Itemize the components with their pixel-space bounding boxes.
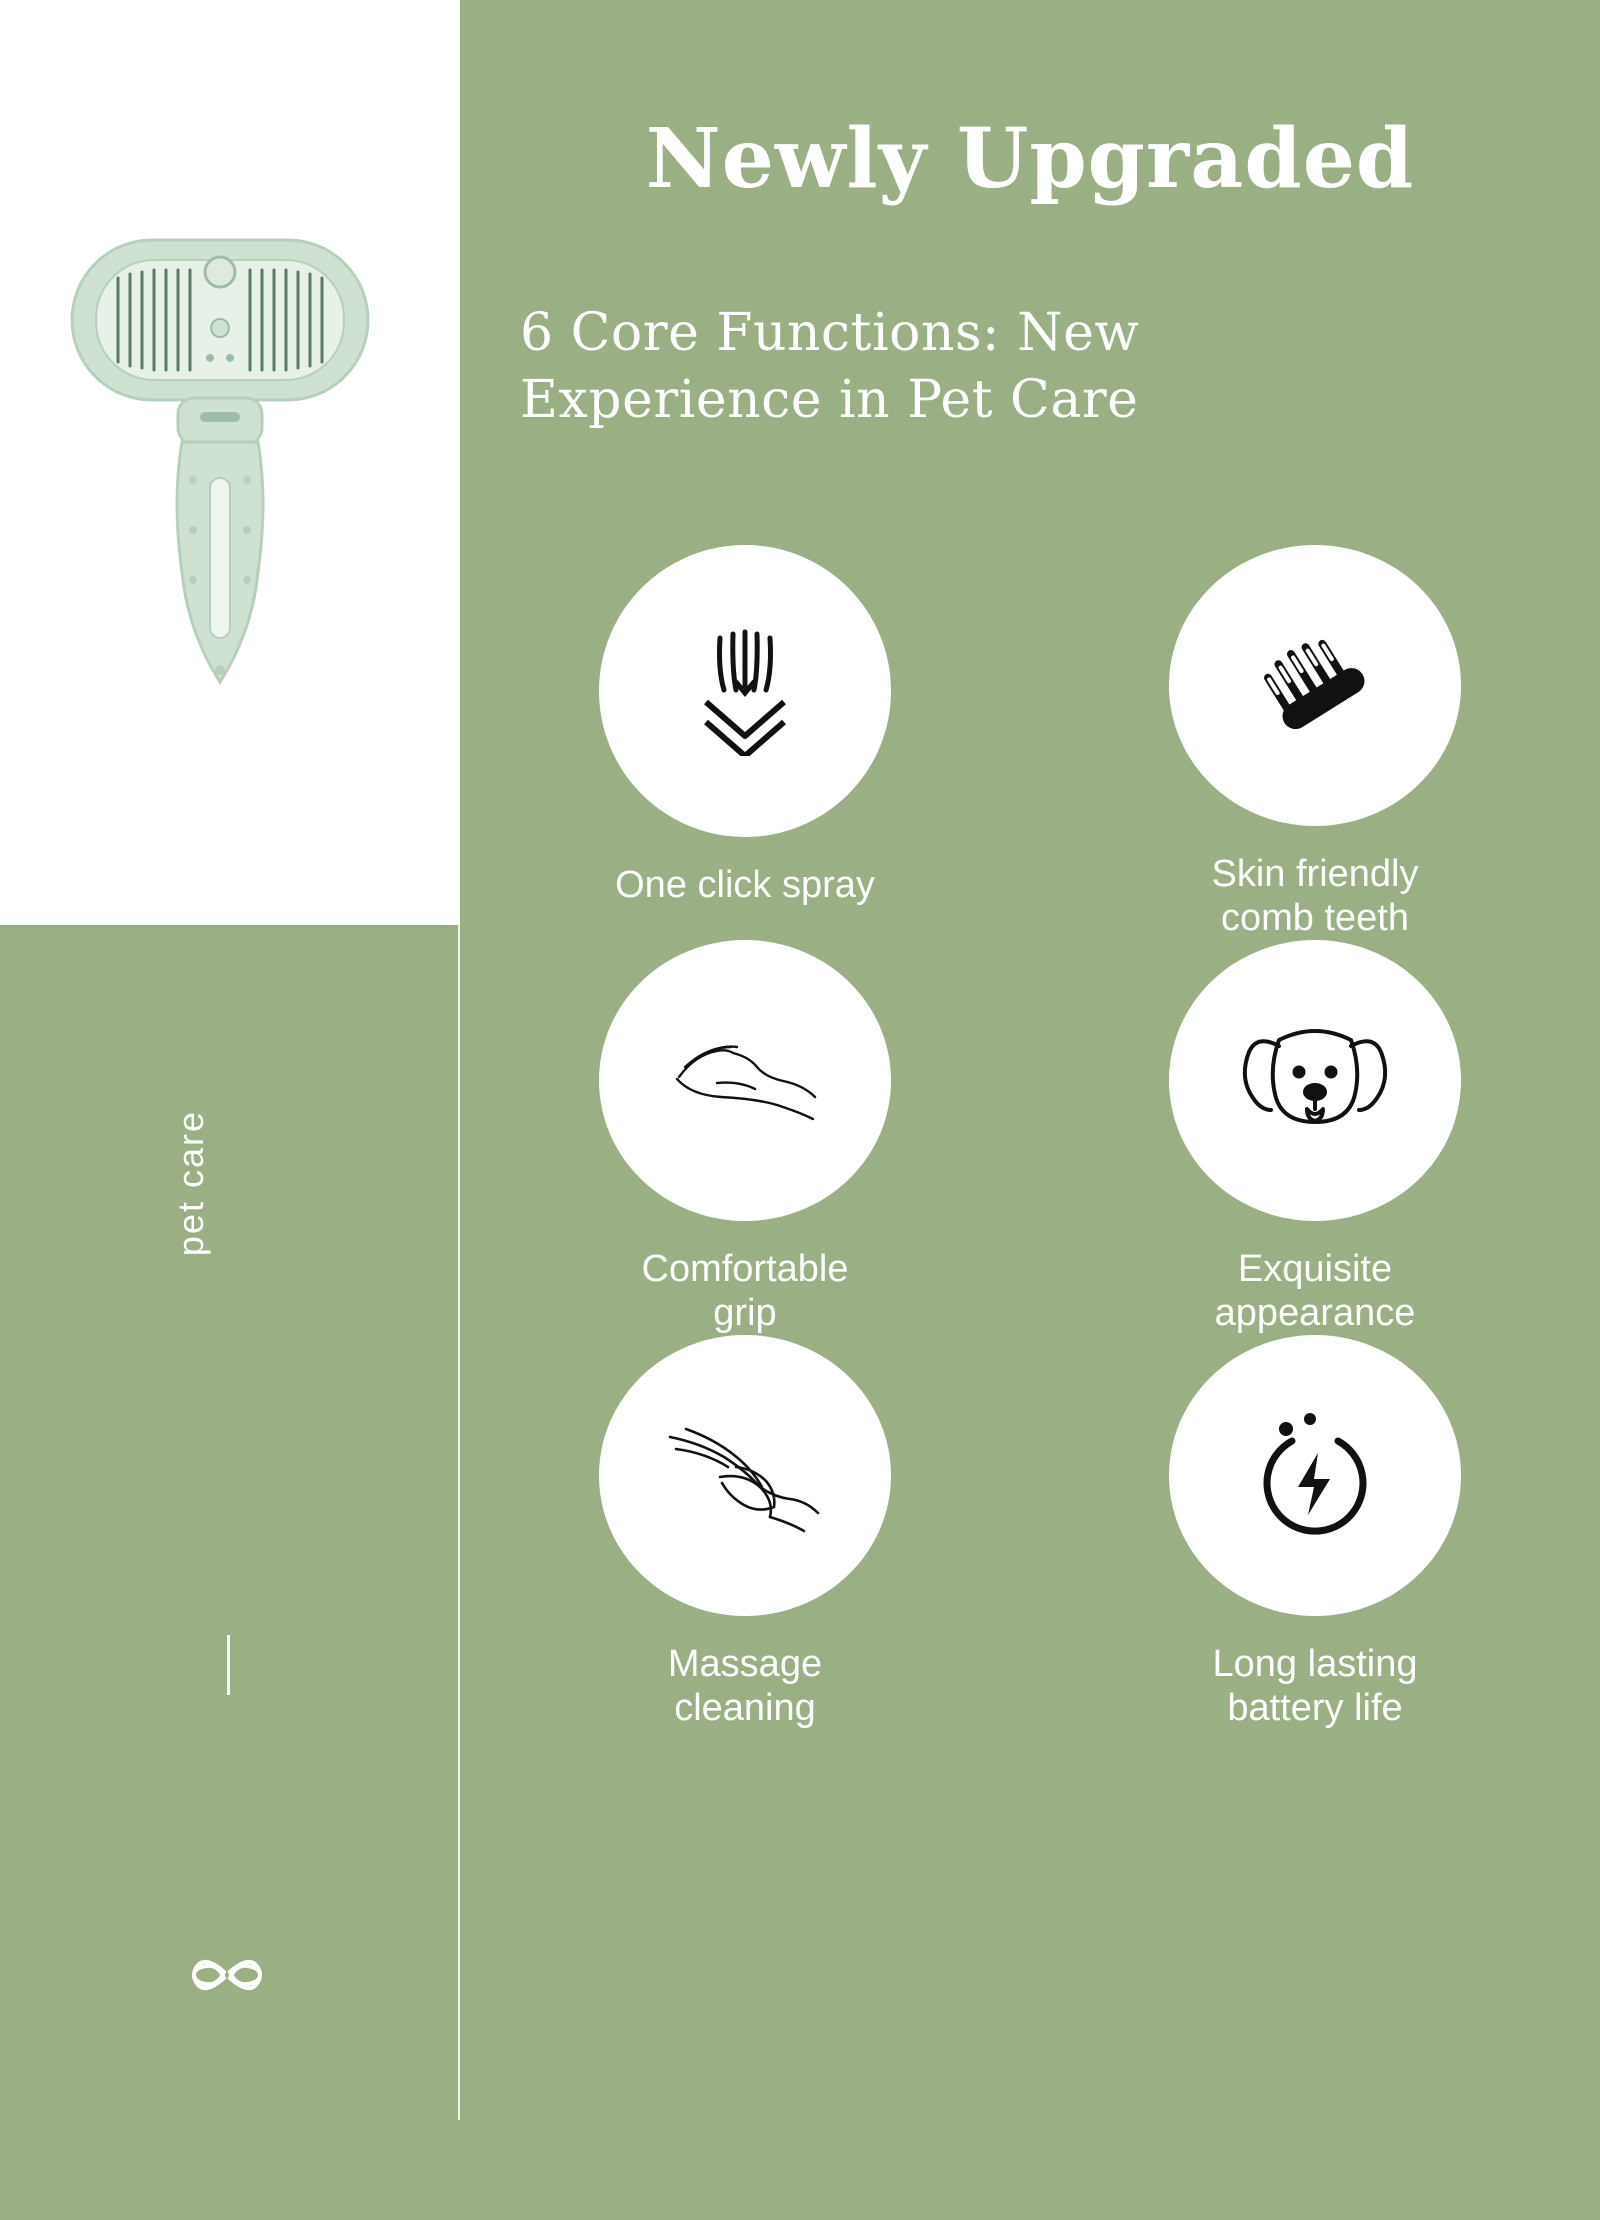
feature-icon-badge	[1169, 545, 1461, 826]
feature-label	[668, 1642, 822, 1730]
feature-label-line1: Long lasting	[1212, 1642, 1418, 1685]
feature-label	[642, 1247, 849, 1335]
feature-label-line1: Exquisite	[1237, 1247, 1393, 1290]
pet-grooming-brush-image	[60, 230, 380, 700]
feature-label-line1: One click spray	[615, 864, 875, 906]
feature-icon-badge	[599, 940, 891, 1221]
feature-item	[1105, 940, 1525, 1335]
page-subtitle-line1: 6 Core Functions: New	[520, 303, 1140, 363]
left-column	[0, 0, 460, 2220]
hand-grip-icon	[665, 1025, 825, 1135]
feature-label-line1: Comfortable	[641, 1247, 849, 1290]
feature-label	[615, 863, 875, 907]
spray-icon	[680, 626, 810, 756]
feature-item	[535, 940, 955, 1335]
feature-label	[1212, 852, 1419, 940]
battery-bolt-icon	[1240, 1405, 1390, 1545]
page-subtitle-line2: Experience in Pet Care	[520, 369, 1139, 430]
page-subtitle	[520, 300, 1540, 433]
content-column	[460, 0, 1600, 2220]
feature-item	[535, 545, 955, 940]
feature-icon-badge	[1169, 940, 1461, 1221]
feature-label-line2: appearance	[1214, 1291, 1416, 1334]
dog-face-icon	[1235, 1010, 1395, 1150]
feature-label	[1213, 1642, 1418, 1730]
feature-item	[1105, 545, 1525, 940]
feature-item	[535, 1335, 955, 1730]
feature-label	[1215, 1247, 1416, 1335]
four-leaf-logo-icon	[182, 1930, 272, 2020]
feature-label-line2: grip	[713, 1291, 777, 1334]
feature-item	[1105, 1335, 1525, 1730]
feature-label-line1: Massage	[667, 1642, 823, 1685]
feature-icon-badge	[599, 545, 891, 837]
comb-icon	[1245, 620, 1385, 750]
feature-label-line2: battery life	[1227, 1686, 1403, 1729]
feature-icon-badge	[1169, 1335, 1461, 1616]
feature-label-line2: comb teeth	[1220, 896, 1409, 939]
features-grid	[460, 545, 1600, 1730]
feature-label-line2: cleaning	[674, 1686, 816, 1729]
massage-hand-icon	[660, 1415, 830, 1535]
brand-name-vertical: pet care	[170, 1110, 211, 1257]
feature-icon-badge	[599, 1335, 891, 1616]
product-image-panel	[0, 0, 460, 925]
feature-label-line1: Skin friendly	[1211, 852, 1419, 895]
brand-dash-divider	[227, 1635, 230, 1695]
page-title: Newly Upgraded	[645, 111, 1415, 207]
